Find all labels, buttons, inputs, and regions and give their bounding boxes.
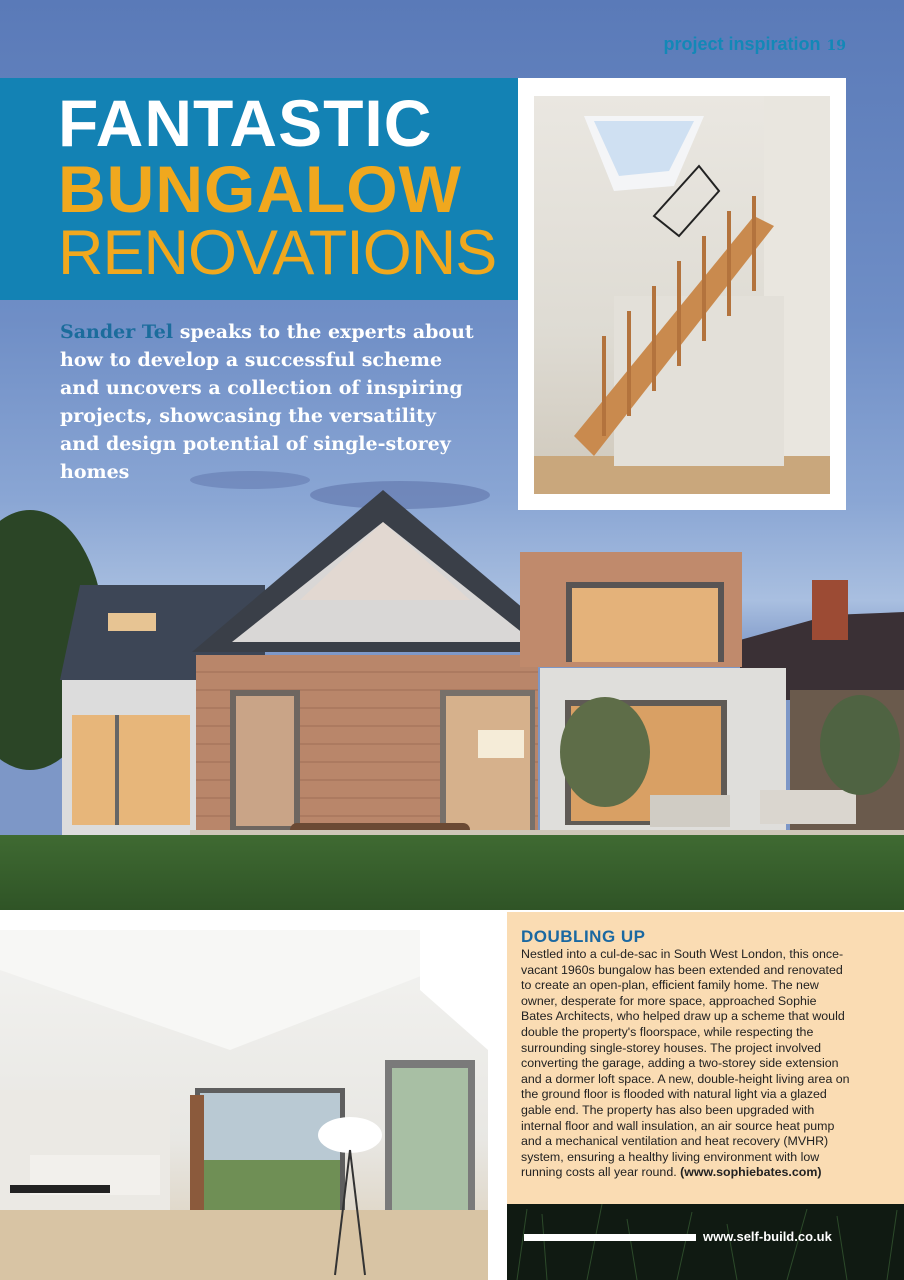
title-line-2: BUNGALOW: [58, 152, 462, 226]
section-label: [663, 34, 846, 55]
interior-illustration: [0, 930, 488, 1280]
footer-url[interactable]: www.self-build.co.uk: [703, 1229, 832, 1244]
photo-credit: SIMON KENNEDY: [477, 935, 484, 1001]
lawn: [0, 835, 904, 910]
footer-bar: [524, 1234, 696, 1241]
case-study-heading: DOUBLING UP: [521, 927, 646, 946]
interior-photo: [0, 930, 488, 1280]
page-number: 19: [826, 38, 846, 54]
staircase-photo: [534, 96, 830, 494]
title-line-3: RENOVATIONS: [58, 218, 497, 288]
staircase-illustration: [534, 96, 830, 494]
standfirst: [60, 318, 480, 486]
standfirst-text: speaks to the experts about how to develop a successful scheme and uncovers a collection of inspiring projects, showcasing the versatility and design potential of single-storey homes: [60, 321, 474, 483]
author-name: Sander Tel: [60, 321, 174, 343]
section-name: project inspiration: [663, 34, 821, 54]
case-study-text: Nestled into a cul-de-sac in South West London, this once-vacant 1960s bungalow has been extended and renovated to create an open-plan, efficient family home. The new owner, desperate for more space, approached Sophie Bates Architects, who helped draw up a scheme that would double the property's floorspace, while respecting the surrounding single-storey houses. The project involved converting the garage, adding a two-storey side extension and a dormer loft space. A new, double-height living area on the ground floor is flooded with natural light via a glazed gable end. The property has also been upgraded with internal floor and wall insulation, an air source heat pump and a mechanical ventilation and heat recovery (MVHR) system, ensuring a healthy living environment with low running costs all year round.: [521, 947, 850, 1180]
case-study-link[interactable]: (www.sophiebates.com): [680, 1165, 822, 1180]
case-study-body: [521, 947, 851, 1181]
title-line-1: FANTASTIC: [58, 86, 433, 160]
